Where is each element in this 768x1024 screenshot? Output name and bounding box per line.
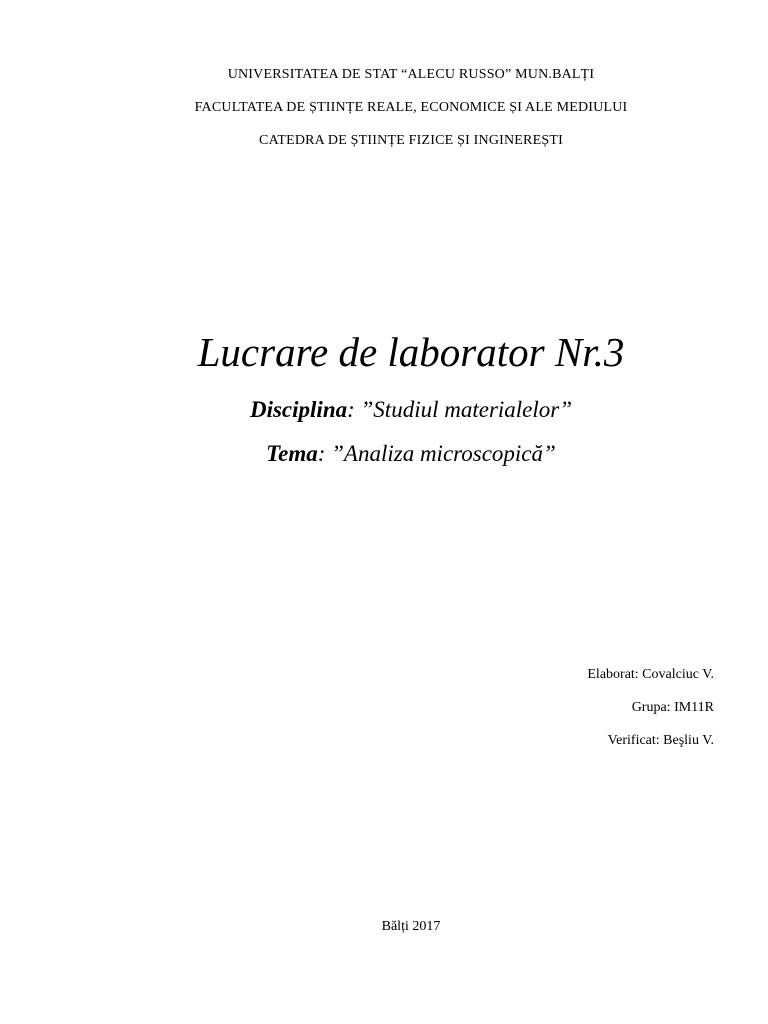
theme-value: : ”Analiza microscopică” [317, 441, 556, 466]
author-line: Elaborat: Covalciuc V. [587, 667, 714, 682]
discipline-value: : ”Studiul materialelor” [347, 397, 573, 422]
discipline-label: Disciplina [249, 397, 348, 422]
document-title: Lucrare de laborator Nr.3 [197, 329, 625, 375]
university-name: UNIVERSITATEA DE STAT “ALECU RUSSO” MUN.BALȚI [227, 67, 595, 82]
place-year: Bălți 2017 [381, 919, 441, 934]
faculty-name: FACULTATEA DE ȘTIINȚE REALE, ECONOMICE ȘI ALE MEDIULUI [194, 100, 628, 115]
department-name: CATEDRA DE ȘTIINȚE FIZICE ȘI INGINEREȘTI [259, 133, 563, 148]
theme-label: Tema [266, 441, 318, 466]
group-line: Grupa: IM11R [631, 700, 714, 715]
theme-line [0, 441, 768, 467]
verifier-line: Verificat: Beşliu V. [607, 733, 714, 748]
discipline-line [0, 397, 768, 423]
